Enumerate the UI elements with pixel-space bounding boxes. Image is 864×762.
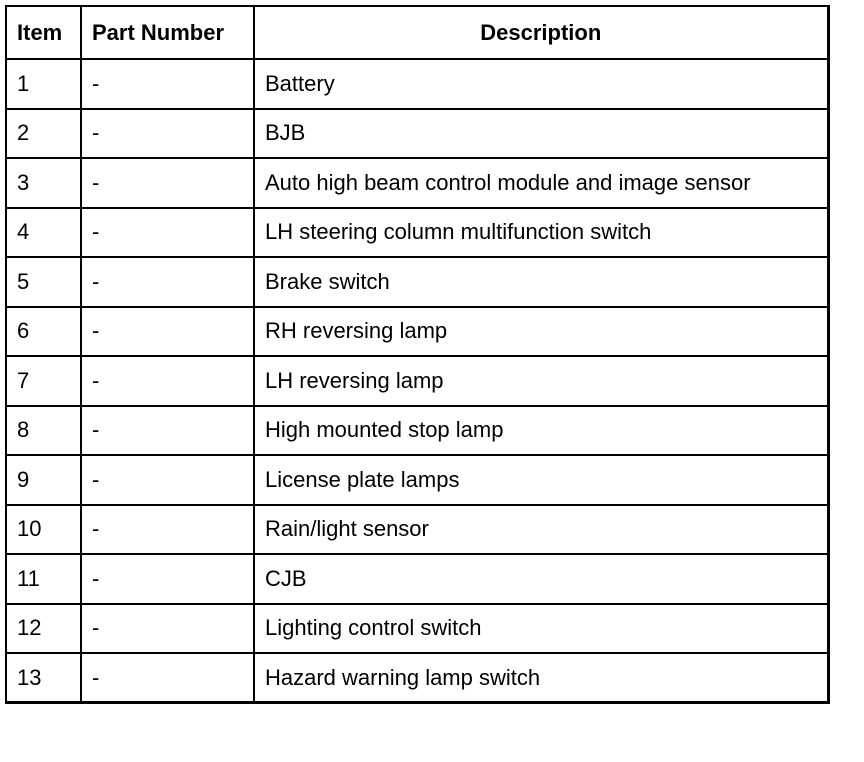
cell-description: Auto high beam control module and image sensor — [254, 158, 828, 208]
table-row — [6, 554, 828, 604]
cell-item: 11 — [6, 554, 81, 604]
cell-item: 3 — [6, 158, 81, 208]
table-row — [6, 653, 828, 703]
cell-description: RH reversing lamp — [254, 307, 828, 357]
table-row — [6, 208, 828, 258]
cell-part-number: - — [81, 554, 254, 604]
cell-description: Battery — [254, 59, 828, 109]
cell-part-number: - — [81, 208, 254, 258]
table-row — [6, 406, 828, 456]
header-part-number: Part Number — [81, 6, 254, 59]
cell-part-number: - — [81, 59, 254, 109]
cell-part-number: - — [81, 109, 254, 159]
cell-item: 12 — [6, 604, 81, 654]
cell-part-number: - — [81, 158, 254, 208]
cell-description: CJB — [254, 554, 828, 604]
cell-description: Hazard warning lamp switch — [254, 653, 828, 703]
cell-description: BJB — [254, 109, 828, 159]
cell-description: Lighting control switch — [254, 604, 828, 654]
table-row — [6, 604, 828, 654]
cell-item: 7 — [6, 356, 81, 406]
table-row — [6, 59, 828, 109]
cell-item: 5 — [6, 257, 81, 307]
cell-item: 1 — [6, 59, 81, 109]
cell-item: 8 — [6, 406, 81, 456]
cell-part-number: - — [81, 257, 254, 307]
table-row — [6, 505, 828, 555]
cell-item: 6 — [6, 307, 81, 357]
header-item: Item — [6, 6, 81, 59]
cell-part-number: - — [81, 604, 254, 654]
cell-part-number: - — [81, 455, 254, 505]
table-row — [6, 257, 828, 307]
parts-table — [5, 5, 830, 704]
table-row — [6, 307, 828, 357]
cell-description: High mounted stop lamp — [254, 406, 828, 456]
cell-part-number: - — [81, 505, 254, 555]
table-row — [6, 158, 828, 208]
table-row — [6, 356, 828, 406]
cell-description: Rain/light sensor — [254, 505, 828, 555]
cell-description: Brake switch — [254, 257, 828, 307]
cell-part-number: - — [81, 356, 254, 406]
table-row — [6, 109, 828, 159]
header-description: Description — [254, 6, 828, 59]
cell-item: 2 — [6, 109, 81, 159]
cell-description: LH steering column multifunction switch — [254, 208, 828, 258]
table-row — [6, 455, 828, 505]
cell-part-number: - — [81, 653, 254, 703]
cell-item: 13 — [6, 653, 81, 703]
cell-part-number: - — [81, 406, 254, 456]
table-header-row — [6, 6, 828, 59]
cell-description: License plate lamps — [254, 455, 828, 505]
cell-item: 10 — [6, 505, 81, 555]
cell-item: 4 — [6, 208, 81, 258]
cell-item: 9 — [6, 455, 81, 505]
cell-part-number: - — [81, 307, 254, 357]
cell-description: LH reversing lamp — [254, 356, 828, 406]
